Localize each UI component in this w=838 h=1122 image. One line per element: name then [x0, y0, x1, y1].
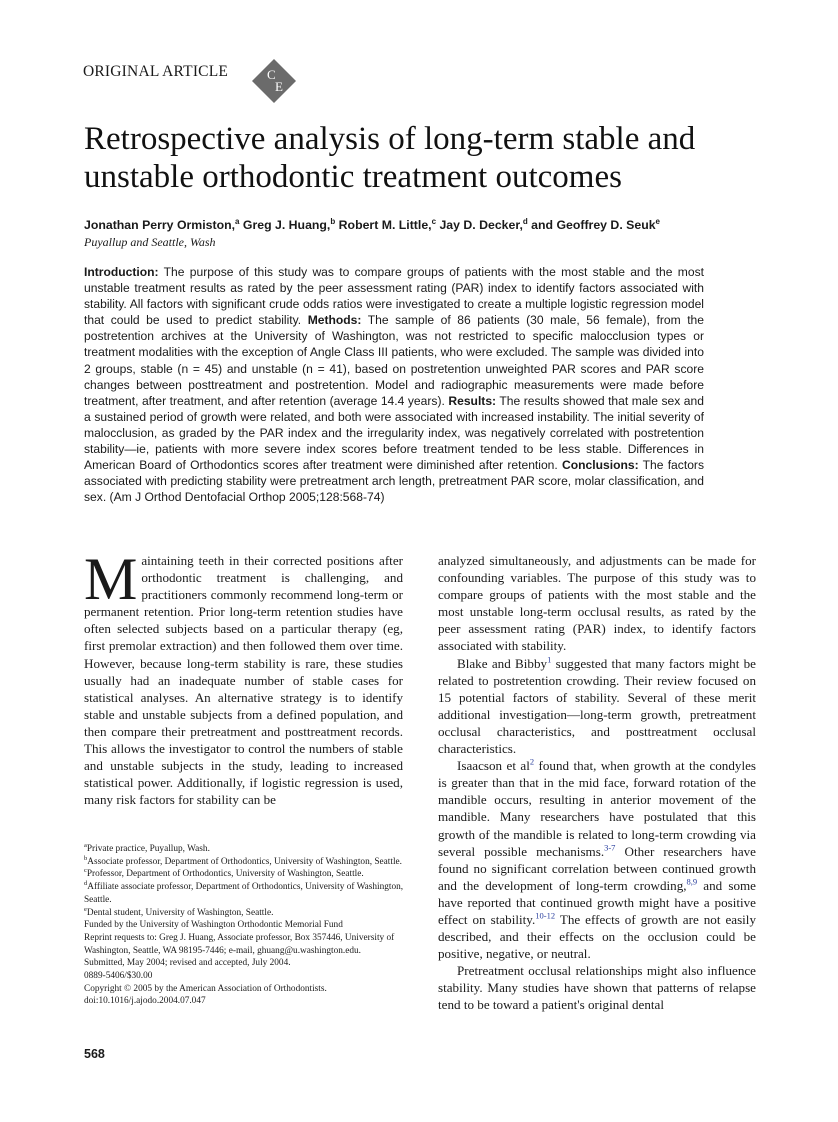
author-mark: c — [431, 217, 437, 226]
footnote-item: $^c$Professor, Department of Orthodontics, University of Washington, Seattle. — [84, 867, 364, 880]
abstract — [84, 264, 704, 505]
footnote-item: $^b$Associate professor, Department of Orthodontics, University of Washington, Seattle. — [84, 854, 402, 867]
badge-letter-c: C — [267, 67, 276, 82]
author-mark: b — [330, 217, 336, 226]
drop-cap: M — [84, 546, 138, 612]
footnote-item: $^a$Private practice, Puyallup, Wash. — [84, 841, 210, 854]
author-location: Puyallup and Seattle, Wash — [84, 235, 216, 249]
abstract-results-text: The results showed that male sex and a sustained period of growth were related, and both were associated with increased instability. The initial severity of malocclusion, as graded by the PAR index and the irregularity index, was negatively correlated with postretention stability—ie, patients with more severe index scores before treatment tended to be less stable. Differences in American Board of Orthodontics scores after treatment were diminished after retention. — [84, 393, 704, 473]
continuing-education-badge-icon — [251, 58, 297, 104]
body-column-left — [84, 546, 403, 808]
abstract-intro-text: The purpose of this study was to compare groups of patients with the most stable and the most unstable treatment results as rated by the peer assessment rating (PAR) index to identify factors associated with stability. All factors with significant crude odds ratios were investigated to create a multiple logistic regression model that could be used to predict stability. — [84, 265, 704, 328]
reference-mark: 1 — [547, 654, 552, 665]
reference-mark: 10-12 — [535, 910, 556, 921]
footnote-item: $^e$Dental student, University of Washington, Seattle. — [84, 905, 274, 918]
body-column-right — [438, 552, 756, 1014]
footnote-copyright: Copyright © 2005 by the American Association of Orthodontists. — [84, 983, 327, 994]
article-title: Retrospective analysis of long-term stable and unstable orthodontic treatment outcomes — [84, 121, 696, 195]
abstract-conclusions-text: The factors associated with predicting stability were pretreatment arch length, pretreatment PAR score, molar classification, and sex. (Am J Orthod Dentofacial Orthop 2005;128:568-74) — [84, 458, 704, 505]
body-paragraph: analyzed simultaneously, and adjustments can be made for confounding variables. The purpose of this study was to compare groups of patients with the most stable and the most unstable long-term occlusal results, as rated by the peer assessment rating (PAR) index, to identify factors associated with stability. — [438, 553, 756, 654]
author-name: Robert M. Little, — [338, 218, 432, 233]
abstract-conclusions-label: Conclusions: — [562, 458, 639, 473]
author-name: Jay D. Decker, — [439, 218, 523, 233]
abstract-methods-label: Methods: — [307, 313, 362, 328]
abstract-intro-label: Introduction: — [84, 265, 159, 279]
footnote-issn: 0889-5406/$30.00 — [84, 971, 153, 982]
section-label: ORIGINAL ARTICLE — [83, 63, 229, 80]
body-paragraph: Pretreatment occlusal relationships might also influence stability. Many studies have shown that patterns of relapse tend to be toward a patient's original dental — [438, 963, 756, 1013]
footnote-submitted: Submitted, May 2004; revised and accepted, July 2004. — [84, 958, 291, 969]
abstract-methods-text: The sample of 86 patients (30 male, 56 female), from the postretention archives at the University of Washington, was not restricted to specific malocclusion types or treatment modalities with the exception of Angle Class III patients, who were excluded. The sample was divided into 2 groups, stable (n = 45) and unstable (n = 41), based on postretention unweighted PAR scores and PAR score changes between posttreatment and postretention. Model and radiographic measurements were made before treatment, after treatment, and after retention (average 14.4 years). — [84, 313, 705, 408]
author-mark: a — [235, 217, 240, 226]
page-number: 568 — [84, 1047, 105, 1061]
body-paragraph — [84, 546, 403, 808]
footnote-doi: doi:10.1016/j.ajodo.2004.07.047 — [84, 996, 206, 1007]
author-name: Greg J. Huang, — [242, 218, 331, 233]
footnote-item: $^d$Affiliate associate professor, Department of Orthodontics, University of Washington, Seattle. — [84, 880, 404, 905]
author-name: Jonathan Perry Ormiston, — [84, 218, 236, 233]
author-mark: e — [655, 217, 660, 226]
body-text: aintaining teeth in their corrected positions after orthodontic treatment is challenging, and practitioners commonly recommend long-term or permanent retention. Prior long-term retention studies have often selected subjects based on a particular therapy (eg, first premolar extraction) and then followed them over time. However, because long-term stability is rare, these studies usually had an inadequate number of stable cases for statistical analyses. An alternative strategy is to identify stable and unstable subjects from a defined population, and then compare their pretreatment and posttreatment records. This allows the investigator to control the numbers of stable and unstable subjects in the study, leading to increased statistical power. Additionally, if logistic regression is used, many risk factors for stability can be — [84, 553, 403, 808]
badge-letter-e: E — [275, 79, 283, 94]
body-paragraph: Blake and Bibby$^1$ suggested that many factors might be related to postretention crowding. Their review focused on 15 potential factors of stability. Several of these merit additional investigation—long-term growth, pretreatment occlusal characteristics, and posttreatment occlusal characteristics. — [438, 654, 756, 757]
author-name: and Geoffrey D. Seuk — [531, 218, 656, 233]
body-paragraph: Isaacson et $al^2$ found that, when growth at the condyles is greater than that in the mid face, forward rotation of the mandible occurs, resulting in anterior movement of the mandible. Many researchers have postulated that this growth of the mandible is related to long-term crowding via several possible mechanisms.$^{3-7}$ Other researchers have found no significant correlation between continued growth and the development of long-term crowding,$^{8,9}$ and some have reported that continued growth might have a positive effect on stability.$^{10-12}$ The effects of growth are not easily described, and their effects on the occlusion could be positive, negative, or neutral. — [438, 756, 756, 962]
reference-mark: 8,9 — [686, 876, 698, 887]
reference-mark: 2 — [529, 756, 535, 767]
footnotes — [84, 843, 404, 1008]
abstract-results-label: Results: — [448, 393, 497, 408]
author-mark: d — [522, 217, 528, 226]
footnote-reprint: Reprint requests to: Greg J. Huang, Associate professor, Box 357446, University of Washington, Seattle, WA 98195-7446; e-mail, ghuang@u.washington.edu. — [84, 932, 395, 956]
footnote-funding: Funded by the University of Washington Orthodontic Memorial Fund — [84, 920, 343, 931]
reference-mark: 3-7 — [604, 842, 616, 853]
author-list — [84, 217, 660, 232]
